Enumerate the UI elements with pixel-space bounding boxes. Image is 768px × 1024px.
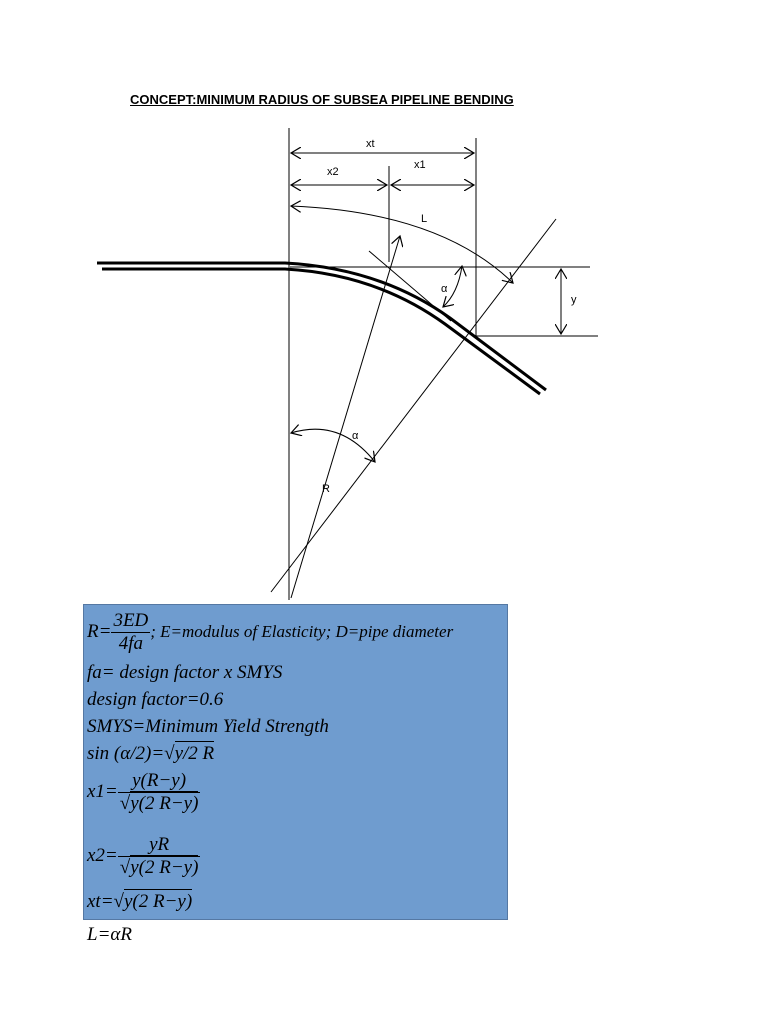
sqrt-symbol: √ (113, 891, 124, 912)
sqrt-symbol: √ (164, 743, 175, 764)
r-label: R (322, 483, 330, 495)
formula-x2-radicand: y(2 R−y) (130, 857, 199, 878)
alpha-bottom-label: α (352, 430, 359, 442)
formula-radius (87, 610, 453, 655)
l-label: L (421, 213, 428, 225)
radius-line (291, 236, 400, 598)
l-arc (291, 206, 513, 283)
pipeline-inner (102, 269, 540, 394)
formula-x2-fraction (118, 834, 201, 879)
pipeline-outer (97, 263, 546, 390)
formula-sin-radicand: y/2 R (174, 743, 215, 764)
formula-xt (87, 891, 192, 913)
sqrt-symbol: √ (119, 793, 131, 814)
formula-x2-denominator (118, 857, 201, 879)
formula-x1 (87, 770, 200, 815)
formula-x1-lhs: x1= (87, 780, 118, 802)
formula-design-factor: design factor=0.6 (87, 689, 224, 710)
alpha-top-label: α (441, 283, 448, 295)
xt-label: xt (366, 138, 375, 150)
x2-label: x2 (327, 166, 339, 178)
y-label: y (571, 294, 577, 306)
formula-radius-fraction (111, 610, 150, 655)
formula-x1-radicand: y(2 R−y) (130, 793, 199, 814)
formula-sin-alpha (87, 743, 214, 765)
formula-x1-numerator: y(R−y) (118, 770, 201, 793)
page-title: CONCEPT:MINIMUM RADIUS OF SUBSEA PIPELINE BENDING (130, 92, 514, 107)
formula-fa: fa= design factor x SMYS (87, 662, 283, 683)
formula-x1-fraction (118, 770, 201, 815)
formula-xt-radicand: y(2 R−y) (123, 891, 193, 912)
formula-x2-lhs: x2= (87, 844, 118, 866)
short-normal-line (369, 251, 451, 321)
tangent-line (271, 219, 556, 592)
formula-xt-lhs: xt= (87, 891, 114, 912)
sqrt-symbol: √ (119, 857, 131, 878)
formula-radius-lhs: R= (87, 620, 112, 642)
formula-sin-lhs: sin (α/2)= (87, 743, 165, 764)
formula-arc-length: L=αR (87, 924, 132, 945)
formula-x2-numerator: yR (118, 834, 201, 857)
formula-x1-denominator (118, 793, 201, 815)
formula-smys: SMYS=Minimum Yield Strength (87, 716, 329, 737)
formula-radius-definitions: ; E=modulus of Elasticity; D=pipe diameter (150, 621, 454, 641)
x1-label: x1 (414, 159, 426, 171)
formula-x2 (87, 834, 200, 879)
formula-radius-numerator: 3ED (113, 610, 149, 631)
formula-radius-denominator: 4fa (118, 633, 143, 654)
